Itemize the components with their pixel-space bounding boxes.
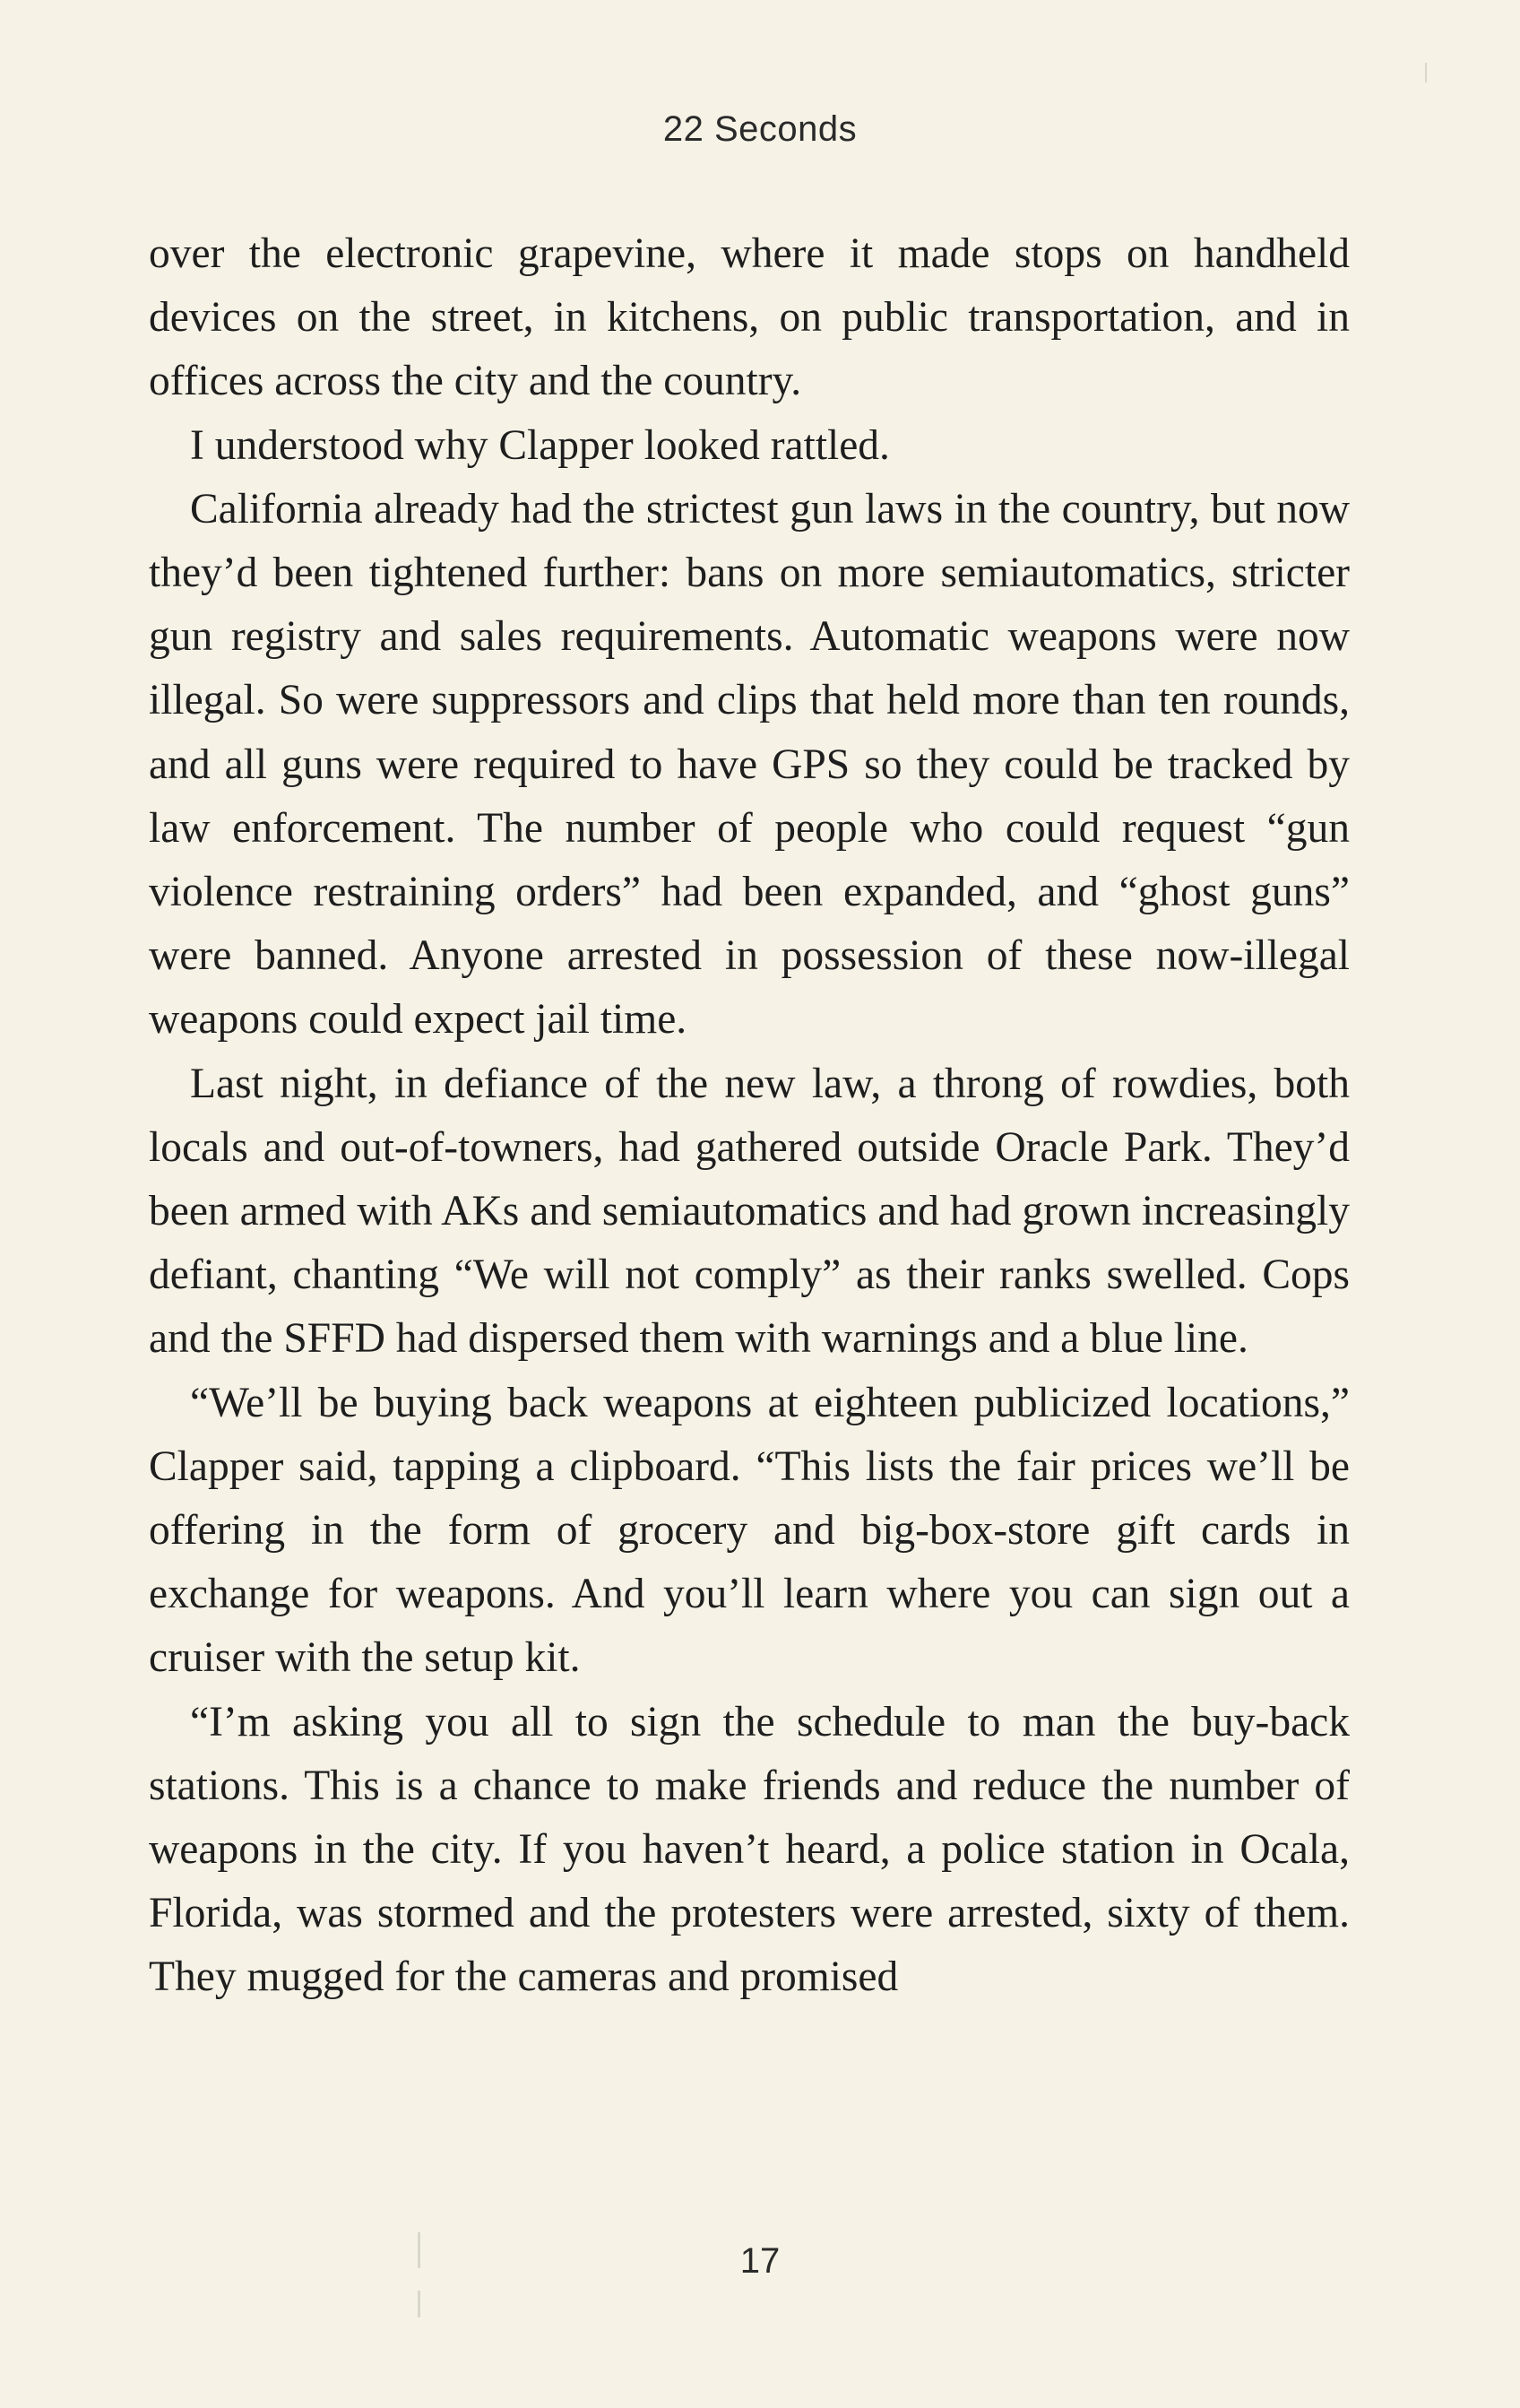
paragraph: “I’m asking you all to sign the schedule to man the buy-back stations. This is a chance to make friends and reduce the number of weapons in the city. If you haven’t heard, a police station in Ocala, Florida, was stormed and the protesters were arrested, sixty of them. They mugged for the cameras and promised [149, 1698, 1350, 2001]
running-header: 22 Seconds [662, 109, 858, 149]
paragraph: over the electronic grapevine, where it made stops on handheld devices on the street, in kitchens, on public transportation, and in offices across the city and the country. [149, 230, 1350, 405]
page-number: 17 [739, 2241, 781, 2281]
paragraph: I understood why Clapper looked rattled. [190, 421, 890, 469]
body-text [149, 222, 1350, 2010]
paragraph: California already had the strictest gun laws in the country, but now they’d been tightened further: bans on more semiautomatics, stricter gun registry and sales requirements. Automatic weapons were now illegal. So were suppressors and clips that held more than ten rounds, and all guns were required to have GPS so they could be tracked by law enforcement. The number of people who could request “gun violence restraining orders” had been expanded, and “ghost guns” were banned. Anyone arrested in possession of these now-illegal weapons could expect jail time. [149, 485, 1350, 1044]
paragraph: Last night, in defiance of the new law, a throng of rowdies, both locals and out-of-towners, had gathered outside Oracle Park. They’d been armed with AKs and semiautomatics and had grown increasingly defiant, chanting “We will not comply” as their ranks swelled. Cops and the SFFD had dispersed them with warnings and a blue line. [149, 1060, 1350, 1363]
scan-mark [418, 2291, 420, 2317]
paragraph: “We’ll be buying back weapons at eighteen publicized locations,” Clapper said, tapping a clipboard. “This lists the fair prices we’ll be offering in the form of grocery and big-box-store gift cards in exchange for weapons. And you’ll learn where you can sign out a cruiser with the setup kit. [149, 1379, 1350, 1682]
scan-mark [1425, 63, 1427, 82]
